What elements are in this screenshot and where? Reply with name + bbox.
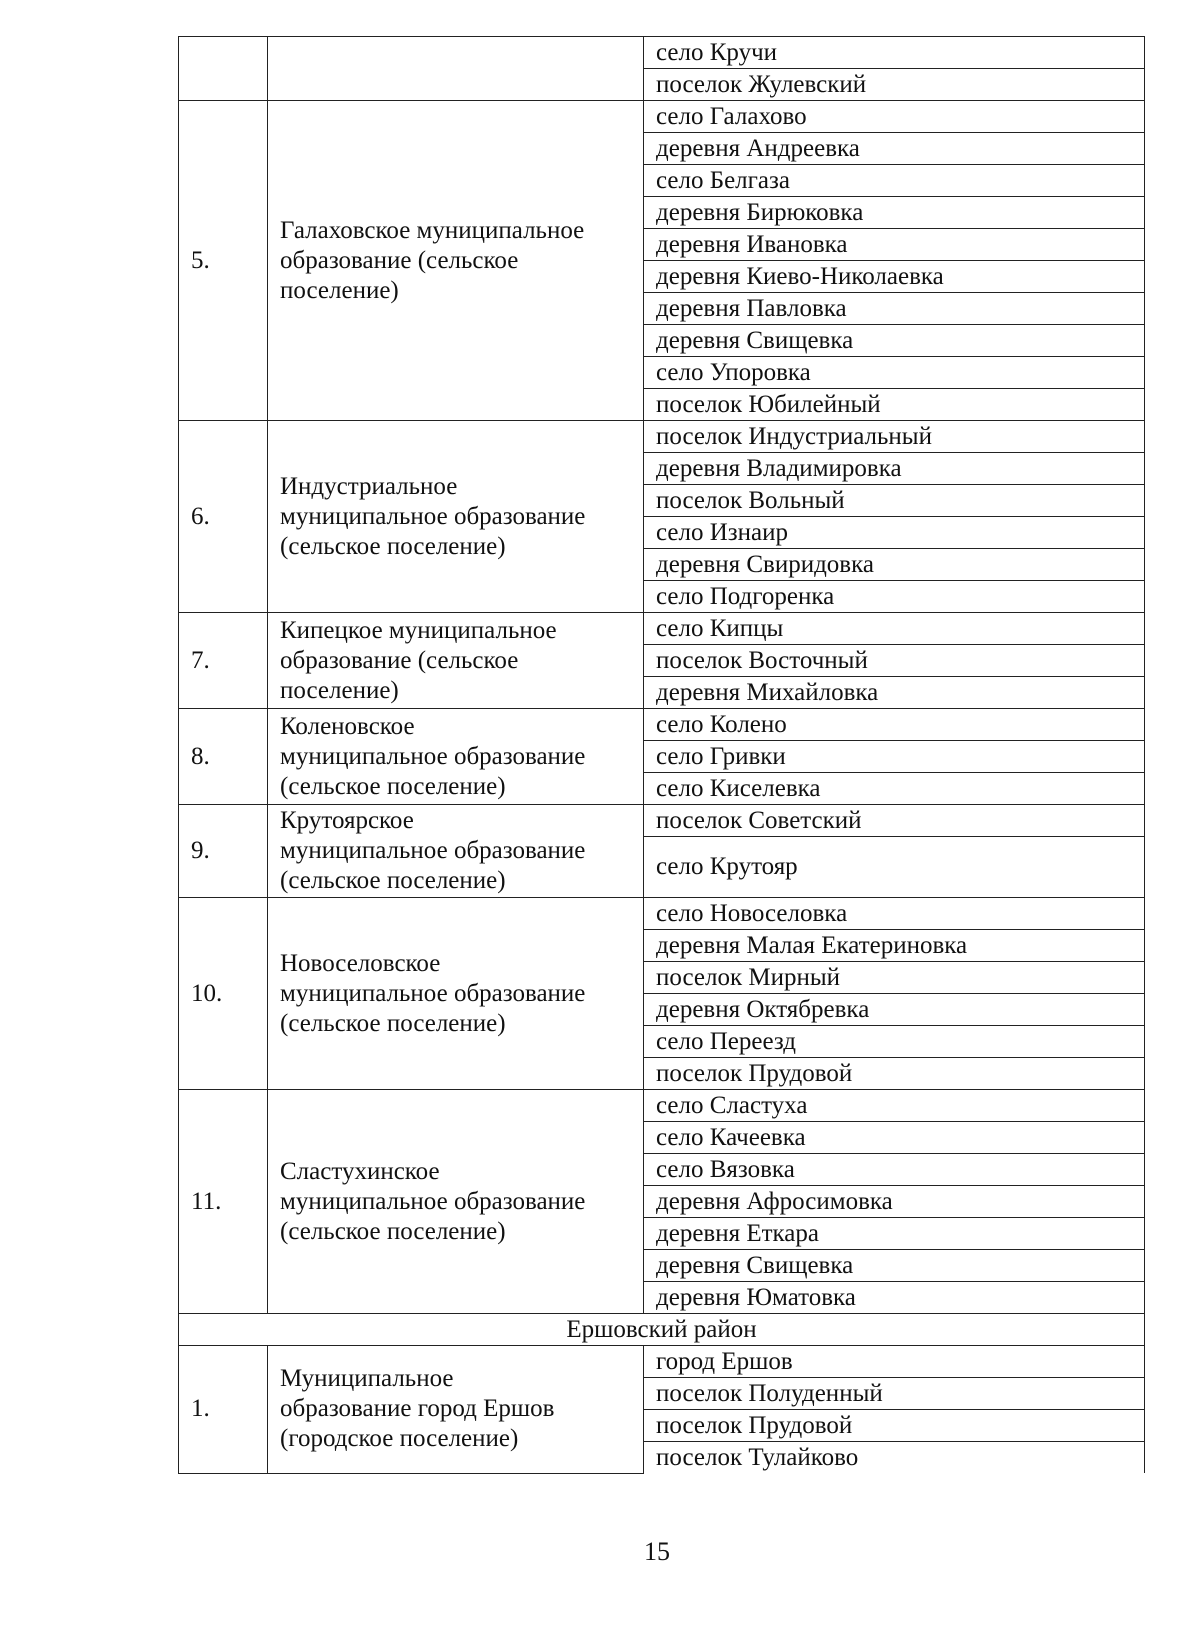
settlement-name: село Гривки: [644, 741, 1145, 773]
table-row: [179, 37, 1145, 69]
settlement-name: село Галахово: [644, 101, 1145, 133]
settlement-name: поселок Прудовой: [644, 1410, 1145, 1442]
settlement-name: деревня Свищевка: [644, 325, 1145, 357]
entry-number: 1.: [179, 1346, 268, 1474]
municipality-name: Индустриальное муниципальное образование (сельское поселение): [268, 421, 644, 613]
entry-number: 6.: [179, 421, 268, 613]
settlement-name: село Кручи: [644, 37, 1145, 69]
settlement-name: село Белгаза: [644, 165, 1145, 197]
table-body: [179, 37, 1145, 1474]
settlement-name: село Колено: [644, 709, 1145, 741]
settlement-name: деревня Ивановка: [644, 229, 1145, 261]
settlement-name: поселок Индустриальный: [644, 421, 1145, 453]
entry-number: 7.: [179, 613, 268, 709]
settlements-table: [178, 36, 1145, 1474]
municipality-name: Галаховское муниципальное образование (сельское поселение): [268, 101, 644, 421]
table-row: [179, 613, 1145, 645]
entry-number: 11.: [179, 1090, 268, 1314]
settlement-name: село Новоселовка: [644, 898, 1145, 930]
table-row: [179, 709, 1145, 741]
district-heading: Ершовский район: [179, 1314, 1145, 1346]
entry-number: [179, 37, 268, 101]
municipality-name: Новоселовское муниципальное образование (сельское поселение): [268, 898, 644, 1090]
municipality-name: Коленовское муниципальное образование (сельское поселение): [268, 709, 644, 805]
settlement-name: поселок Мирный: [644, 962, 1145, 994]
settlement-name: село Упоровка: [644, 357, 1145, 389]
settlement-name: деревня Свиридовка: [644, 549, 1145, 581]
settlement-name: деревня Киево-Николаевка: [644, 261, 1145, 293]
settlement-name: село Изнаир: [644, 517, 1145, 549]
settlement-name: село Подгоренка: [644, 581, 1145, 613]
settlement-name: село Качеевка: [644, 1122, 1145, 1154]
settlement-name: деревня Михайловка: [644, 677, 1145, 709]
entry-number: 5.: [179, 101, 268, 421]
entry-number: 10.: [179, 898, 268, 1090]
settlement-name: село Вязовка: [644, 1154, 1145, 1186]
settlement-name: поселок Вольный: [644, 485, 1145, 517]
settlement-name: село Крутояр: [644, 837, 1145, 898]
settlement-name: поселок Жулевский: [644, 69, 1145, 101]
settlement-name: деревня Еткара: [644, 1218, 1145, 1250]
settlement-name: деревня Октябревка: [644, 994, 1145, 1026]
settlement-name: деревня Афросимовка: [644, 1186, 1145, 1218]
table-row: [179, 1090, 1145, 1122]
settlement-name: поселок Советский: [644, 805, 1145, 837]
municipality-name: Крутоярское муниципальное образование (сельское поселение): [268, 805, 644, 898]
settlement-name: деревня Свищевка: [644, 1250, 1145, 1282]
settlement-name: деревня Владимировка: [644, 453, 1145, 485]
settlement-name: село Кипцы: [644, 613, 1145, 645]
table-row: [179, 101, 1145, 133]
settlement-name: поселок Прудовой: [644, 1058, 1145, 1090]
entry-number: 9.: [179, 805, 268, 898]
settlement-name: деревня Андреевка: [644, 133, 1145, 165]
table-row: [179, 898, 1145, 930]
settlement-name: деревня Малая Екатериновка: [644, 930, 1145, 962]
settlement-name: поселок Восточный: [644, 645, 1145, 677]
settlement-name: поселок Тулайково: [644, 1442, 1145, 1474]
municipality-name: Муниципальное образование город Ершов (городское поселение): [268, 1346, 644, 1474]
municipality-name: Сластухинское муниципальное образование (сельское поселение): [268, 1090, 644, 1314]
settlement-name: село Переезд: [644, 1026, 1145, 1058]
page-number: 15: [644, 1537, 670, 1566]
municipality-name: [268, 37, 644, 101]
district-row: [179, 1314, 1145, 1346]
municipality-name: Кипецкое муниципальное образование (сельское поселение): [268, 613, 644, 709]
table-row: [179, 421, 1145, 453]
settlement-name: деревня Бирюковка: [644, 197, 1145, 229]
settlement-name: город Ершов: [644, 1346, 1145, 1378]
entry-number: 8.: [179, 709, 268, 805]
table-row: [179, 1346, 1145, 1378]
table-row: [179, 805, 1145, 837]
settlement-name: поселок Полуденный: [644, 1378, 1145, 1410]
settlement-name: деревня Юматовка: [644, 1282, 1145, 1314]
settlement-name: деревня Павловка: [644, 293, 1145, 325]
settlement-name: село Киселевка: [644, 773, 1145, 805]
settlement-name: поселок Юбилейный: [644, 389, 1145, 421]
settlement-name: село Сластуха: [644, 1090, 1145, 1122]
